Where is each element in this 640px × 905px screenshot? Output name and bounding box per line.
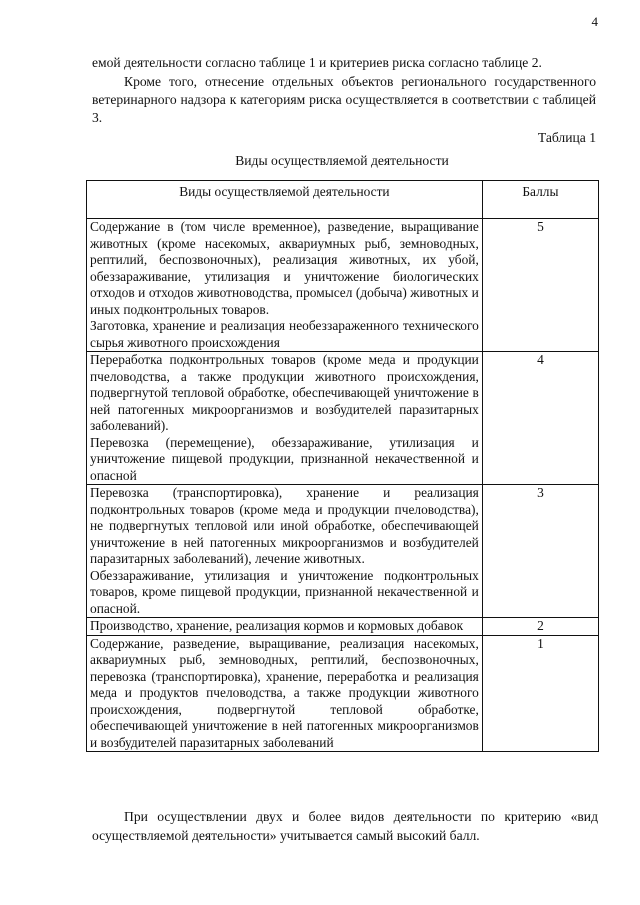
- activity-text: Производство, хранение, реализация кормов и кормовых добавок: [90, 618, 464, 633]
- table-row: [87, 485, 599, 618]
- footer-paragraph: При осуществлении двух и более видов деятельности по критерию «вид осуществляемой деятельности» учитывается самый высокий балл.: [92, 809, 598, 843]
- table-row: [87, 352, 599, 485]
- activity-cell: [87, 219, 483, 352]
- activity-text: Обеззараживание, утилизация и уничтожение подконтрольных товаров, кроме пищевой продукции, признанной некачественной и опасной.: [90, 567, 479, 616]
- table-row: [87, 635, 599, 752]
- score-cell: 4: [482, 352, 598, 485]
- table-row: [87, 618, 599, 636]
- score-cell: 2: [482, 618, 598, 636]
- activity-text: Переработка подконтрольных товаров (кроме меда и продукции пчеловодства, а также продукции животного происхождения, подвергнутой тепловой обработке, обеспечивающей уничтожение в ней патогенных микроорганизмов и возбудителей паразитарных заболеваний).: [90, 352, 479, 433]
- header-score: Баллы: [482, 181, 598, 219]
- page-number: 4: [591, 14, 598, 29]
- table-header-row: [87, 181, 599, 219]
- activity-cell: [87, 352, 483, 485]
- header-activity: Виды осуществляемой деятельности: [87, 181, 483, 219]
- activity-text: Перевозка (перемещение), обеззараживание, утилизация и уничтожение пищевой продукции, признанной некачественной и опасной: [90, 434, 479, 483]
- score-cell: 3: [482, 485, 598, 618]
- score-cell: 5: [482, 219, 598, 352]
- table-title: Виды осуществляемой деятельности: [235, 153, 449, 168]
- activity-text: Содержание, разведение, выращивание, реализация насекомых, аквариумных рыб, земноводных, рептилий, беспозвоночных, перевозка (транспортировка), хранение, переработка и реализация меда и продуктов пчеловодства, а также продукции животного происхождения, подвергнутой тепловой обработке, обеспечивающей уничтожение в ней патогенных микроорганизмов и возбудителей паразитарных заболеваний: [90, 635, 479, 750]
- table-row: [87, 219, 599, 352]
- activity-text: Заготовка, хранение и реализация необеззараженного технического сырья животного происхождения: [90, 318, 479, 350]
- intro-line: емой деятельности согласно таблице 1 и критериев риска согласно таблице 2.: [92, 55, 542, 70]
- activity-text: Содержание в (том числе временное), разведение, выращивание животных (кроме насекомых, аквариумных рыб, земноводных, рептилий, беспозвоночных), реализация животных, их убой, обеззараживание, утилизация и уничтожение биологических отходов и отходов животноводства, промысел (добыча) животных и иных подконтрольных товаров.: [90, 219, 479, 317]
- activity-cell: [87, 618, 483, 636]
- score-cell: 1: [482, 635, 598, 752]
- intro-paragraph: Кроме того, отнесение отдельных объектов регионального государственного ветеринарного надзора к категориям риска осуществляется в соответствии с таблицей 3.: [92, 74, 596, 125]
- activity-score-table: [86, 180, 599, 752]
- activity-text: Перевозка (транспортировка), хранение и реализация подконтрольных товаров (кроме меда и продукции пчеловодства), не подвергнутых тепловой или иной обработке, обеспечивающей уничтожение в ней патогенных микроорганизмов и возбудителей паразитарных заболеваний), лечение животных.: [90, 485, 479, 566]
- table-label: Таблица 1: [537, 130, 596, 145]
- activity-cell: [87, 485, 483, 618]
- activity-cell: [87, 635, 483, 752]
